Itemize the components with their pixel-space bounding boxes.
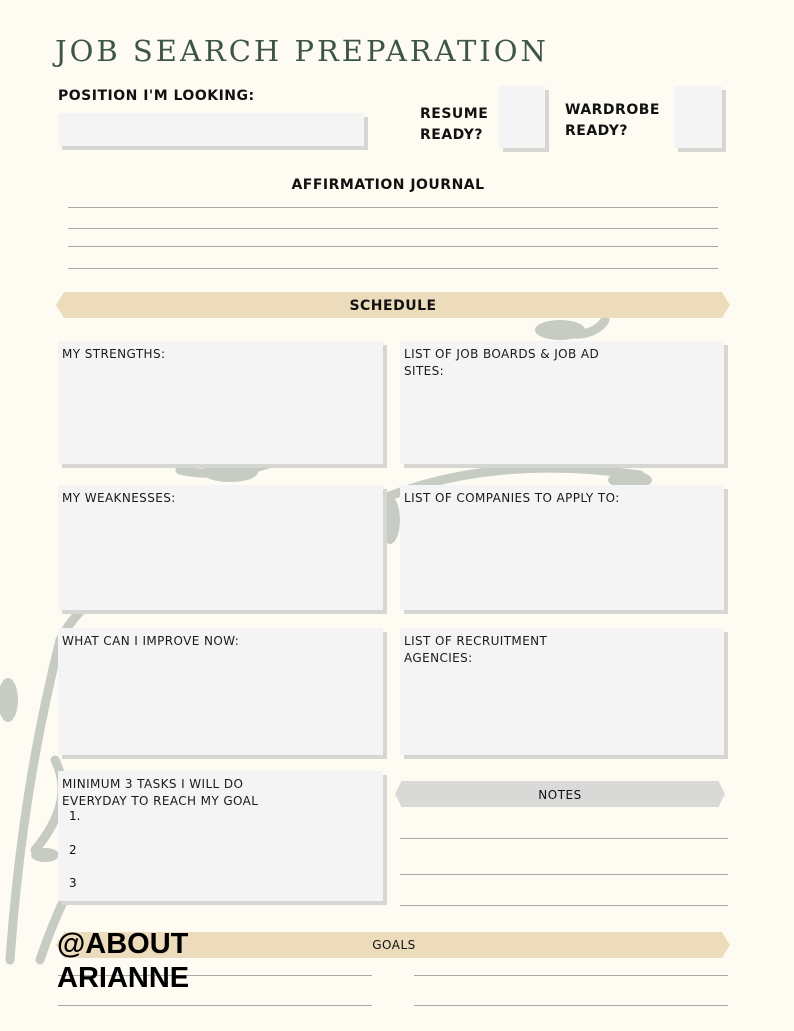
position-input[interactable] <box>58 113 364 146</box>
daily-tasks-box[interactable] <box>58 771 383 901</box>
wardrobe-ready-checkbox[interactable] <box>674 86 722 148</box>
daily-tasks-label: MINIMUM 3 TASKS I WILL DO EVERYDAY TO REACH MY GOAL <box>62 777 259 808</box>
watermark-credit <box>57 927 189 995</box>
goals-line-right-1[interactable] <box>414 975 728 976</box>
affirmation-journal-heading: AFFIRMATION JOURNAL <box>291 177 485 193</box>
watermark-line1: @ABOUT <box>57 928 189 960</box>
notes-line-2[interactable] <box>400 874 728 875</box>
affirmation-line-1[interactable] <box>68 207 718 208</box>
wardrobe-label-line2: READY? <box>565 123 629 139</box>
improve-now-label: WHAT CAN I IMPROVE NOW: <box>62 634 240 648</box>
task-number-3: 3 <box>69 876 77 890</box>
position-label: POSITION I'M LOOKING: <box>58 88 255 104</box>
goals-heading: GOALS <box>372 938 416 952</box>
companies-box[interactable] <box>400 485 724 610</box>
resume-label-line1: RESUME <box>420 106 489 122</box>
improve-now-box[interactable] <box>58 628 383 755</box>
wardrobe-label-line1: WARDROBE <box>565 102 660 118</box>
schedule-heading: SCHEDULE <box>349 298 437 314</box>
affirmation-line-4[interactable] <box>68 268 718 269</box>
affirmation-line-3[interactable] <box>68 246 718 247</box>
notes-line-1[interactable] <box>400 838 728 839</box>
page-title: JOB SEARCH PREPARATION <box>55 34 549 68</box>
task-number-2: 2 <box>69 843 77 857</box>
notes-line-3[interactable] <box>400 905 728 906</box>
resume-ready-checkbox[interactable] <box>499 86 545 148</box>
resume-label-line2: READY? <box>420 127 484 143</box>
resume-ready-label <box>420 104 488 146</box>
wardrobe-ready-label <box>565 100 660 142</box>
recruitment-agencies-label: LIST OF RECRUITMENT AGENCIES: <box>404 634 548 665</box>
recruitment-agencies-box[interactable] <box>400 628 724 755</box>
notes-heading: NOTES <box>538 788 582 802</box>
my-weaknesses-label: MY WEAKNESSES: <box>62 491 176 505</box>
goals-line-left-2[interactable] <box>58 1005 372 1006</box>
companies-label: LIST OF COMPANIES TO APPLY TO: <box>404 491 620 505</box>
job-boards-box[interactable] <box>400 341 724 464</box>
my-strengths-box[interactable] <box>58 341 383 464</box>
affirmation-line-2[interactable] <box>68 228 718 229</box>
task-number-1: 1. <box>69 809 81 823</box>
job-boards-label: LIST OF JOB BOARDS & JOB AD SITES: <box>404 347 600 378</box>
my-strengths-label: MY STRENGTHS: <box>62 347 166 361</box>
goals-line-right-2[interactable] <box>414 1005 728 1006</box>
watermark-line2: ARIANNE <box>57 962 190 994</box>
my-weaknesses-box[interactable] <box>58 485 383 610</box>
